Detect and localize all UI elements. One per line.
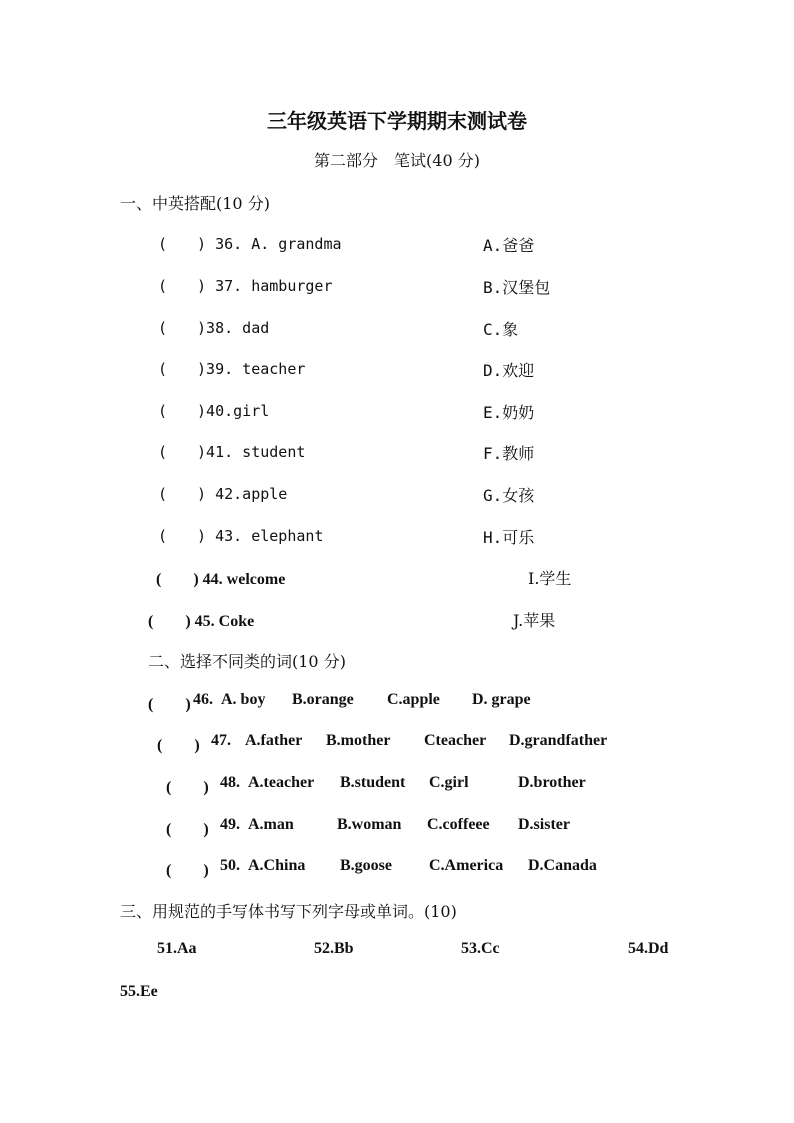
choice-50-number: 50. <box>220 857 240 874</box>
match-item-41: ( )41. student <box>158 443 306 461</box>
choice-50-option-b: B.goose <box>340 857 392 874</box>
section1-heading: 一、中英搭配(10 分) <box>120 194 270 213</box>
match-item-42: ( ) 42.apple <box>158 485 288 503</box>
match-option-j: J.苹果 <box>513 611 556 630</box>
choice-46-option-b: B.orange <box>292 691 354 708</box>
match-item-36: ( ) 36. A. grandma <box>158 235 342 253</box>
match-option-c: C.象 <box>483 320 519 339</box>
choice-48-option-c: C.girl <box>429 774 469 791</box>
choice-46-option-d: D. grape <box>472 691 531 708</box>
choice-50-paren: ( ) <box>166 862 209 879</box>
choice-46-number: 46. <box>193 691 213 708</box>
match-item-37: ( ) 37. hamburger <box>158 277 333 295</box>
choice-47-number: 47. <box>211 732 231 749</box>
match-option-d: D.欢迎 <box>483 361 535 380</box>
match-option-a: A.爸爸 <box>483 236 535 255</box>
section3-heading: 三、用规范的手写体书写下列字母或单词。(10) <box>120 902 457 921</box>
choice-47-option-a: A.father <box>245 732 303 749</box>
section2-heading: 二、选择不同类的词(10 分) <box>148 652 346 671</box>
handwriting-item-54: 54.Dd <box>628 940 669 957</box>
choice-49-option-d: D.sister <box>518 816 570 833</box>
handwriting-item-53: 53.Cc <box>461 940 500 957</box>
choice-50-option-d: D.Canada <box>528 857 597 874</box>
choice-48-number: 48. <box>220 774 240 791</box>
match-item-44: ( ) 44. welcome <box>156 571 286 588</box>
handwriting-item-52: 52.Bb <box>314 940 354 957</box>
match-option-h: H.可乐 <box>483 528 535 547</box>
match-item-43: ( ) 43. elephant <box>158 527 324 545</box>
choice-47-option-b: B.mother <box>326 732 391 749</box>
page-title: 三年级英语下学期期末测试卷 <box>267 109 527 133</box>
choice-49-number: 49. <box>220 816 240 833</box>
choice-48-option-b: B.student <box>340 774 406 791</box>
choice-46-option-c: C.apple <box>387 691 440 708</box>
choice-50-option-a: A.China <box>248 857 306 874</box>
choice-48-paren: ( ) <box>166 779 209 796</box>
choice-46-paren: ( ) <box>148 696 191 713</box>
match-option-f: F.教师 <box>483 444 535 463</box>
choice-49-option-b: B.woman <box>337 816 402 833</box>
choice-47-option-d: D.grandfather <box>509 732 608 749</box>
match-item-40: ( )40.girl <box>158 402 270 420</box>
choice-48-option-a: A.teacher <box>248 774 315 791</box>
match-option-g: G.女孩 <box>483 486 535 505</box>
match-option-e: E.奶奶 <box>483 403 535 422</box>
choice-48-option-d: D.brother <box>518 774 586 791</box>
choice-49-paren: ( ) <box>166 821 209 838</box>
choice-50-option-c: C.America <box>429 857 504 874</box>
choice-49-option-c: C.coffeee <box>427 816 490 833</box>
choice-47-paren: ( ) <box>157 737 200 754</box>
choice-49-option-a: A.man <box>248 816 294 833</box>
page-subtitle: 第二部分 笔试(40 分) <box>314 151 480 170</box>
match-item-38: ( )38. dad <box>158 319 270 337</box>
choice-46-option-a: A. boy <box>221 691 266 708</box>
choice-47-option-c: Cteacher <box>424 732 487 749</box>
match-item-45: ( ) 45. Coke <box>148 613 255 630</box>
match-option-b: B.汉堡包 <box>483 278 551 297</box>
match-option-i: I.学生 <box>528 569 572 588</box>
match-item-39: ( )39. teacher <box>158 360 306 378</box>
handwriting-item-55: 55.Ee <box>120 983 158 1000</box>
handwriting-item-51: 51.Aa <box>157 940 197 957</box>
